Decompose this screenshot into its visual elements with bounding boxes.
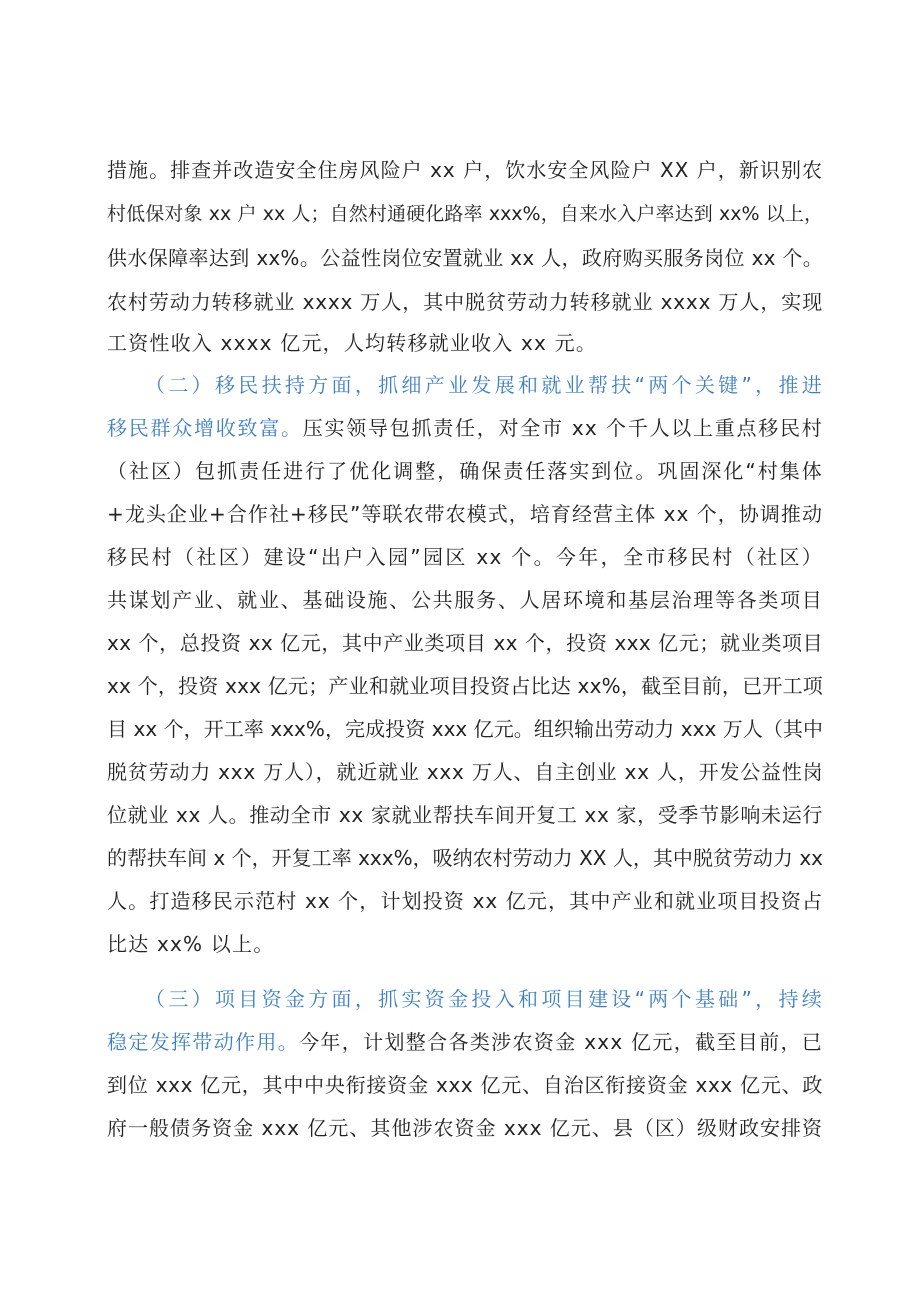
paragraph-2-line-9: 目 xx 个，开工率 xxx%，完成投资 xxx 亿元。组织输出劳动力 xxx 万人（其中 <box>107 717 823 741</box>
paragraph-3-line-4: 府一般债务资金 xxx 亿元、其他涉农资金 xxx 亿元、县（区）级财政安排资 <box>107 1116 823 1140</box>
paragraph-1-line-3: 供水保障率达到 xx%。公益性岗位安置就业 xx 人，政府购买服务岗位 xx 个。 <box>107 246 823 270</box>
paragraph-1-line-4: 农村劳动力转移就业 xxxx 万人，其中脱贫劳动力转移就业 xxxx 万人，实现 <box>107 290 823 314</box>
paragraph-2-line-10: 脱贫劳动力 xxx 万人），就近就业 xxx 万人、自主创业 xx 人，开发公益性岗 <box>107 760 824 784</box>
paragraph-2-line-13: 人。打造移民示范村 xx 个，计划投资 xx 亿元，其中产业和就业项目投资占 <box>107 889 823 913</box>
paragraph-2-line-11: 位就业 xx 人。推动全市 xx 家就业帮扶车间开复工 xx 家，受季节影响未运行 <box>107 803 823 827</box>
paragraph-2-line-7: xx 个，总投资 xx 亿元，其中产业类项目 xx 个，投资 xxx 亿元；就业类项目 <box>107 631 823 655</box>
paragraph-2-heading-line-2: 移民群众增收致富。 <box>107 416 303 440</box>
paragraph-2-line-2 <box>107 410 823 446</box>
paragraph-2-line-2-text: 压实领导包抓责任，对全市 xx 个千人以上重点移民村 <box>302 416 823 440</box>
paragraph-1-line-2: 村低保对象 xx 户 xx 人；自然村通硬化路率 xxx%，自来水入户率达到 xx% 以上， <box>107 203 823 225</box>
paragraph-3-line-2-text: 今年，计划整合各类涉农资金 xxx 亿元，截至目前，已 <box>299 1030 823 1054</box>
paragraph-3-line-3: 到位 xxx 亿元，其中中央衔接资金 xxx 亿元、自治区衔接资金 xxx 亿元、政 <box>107 1073 823 1097</box>
paragraph-3-line-2 <box>107 1024 823 1060</box>
paragraph-2-line-3: （社区）包抓责任进行了优化调整，确保责任落实到位。巩固深化“村集体 <box>107 459 823 483</box>
paragraph-1-line-1: 措施。排查并改造安全住房风险户 xx 户，饮水安全风险户 XX 户，新识别农 <box>107 158 823 182</box>
paragraph-2-line-14: 比达 xx% 以上。 <box>107 932 275 956</box>
paragraph-2-heading-line-1: （二）移民扶持方面，抓细产业发展和就业帮扶“两个关键”，推进 <box>145 373 823 397</box>
paragraph-2-line-5: 移民村（社区）建设“出户入园”园区 xx 个。今年，全市移民村（社区） <box>107 545 823 569</box>
paragraph-2-line-4: +龙头企业+合作社+移民”等联农带农模式，培育经营主体 xx 个，协调推动 <box>107 502 823 526</box>
paragraph-2-line-8: xx 个，投资 xxx 亿元；产业和就业项目投资占比达 xx%，截至目前，已开工项 <box>107 674 823 698</box>
paragraph-1-line-5: 工资性收入 xxxx 亿元，人均转移就业收入 xx 元。 <box>107 331 598 355</box>
paragraph-3-heading-line-2: 稳定发挥带动作用。 <box>107 1030 300 1054</box>
paragraph-2-line-12: 的帮扶车间 x 个，开复工率 xxx%，吸纳农村劳动力 XX 人，其中脱贫劳动力 xx <box>107 846 823 870</box>
paragraph-3-heading-line-1: （三）项目资金方面，抓实资金投入和项目建设“两个基础”，持续 <box>145 987 823 1011</box>
paragraph-2-line-6: 共谋划产业、就业、基础设施、公共服务、人居环境和基层治理等各类项目 <box>107 588 823 612</box>
